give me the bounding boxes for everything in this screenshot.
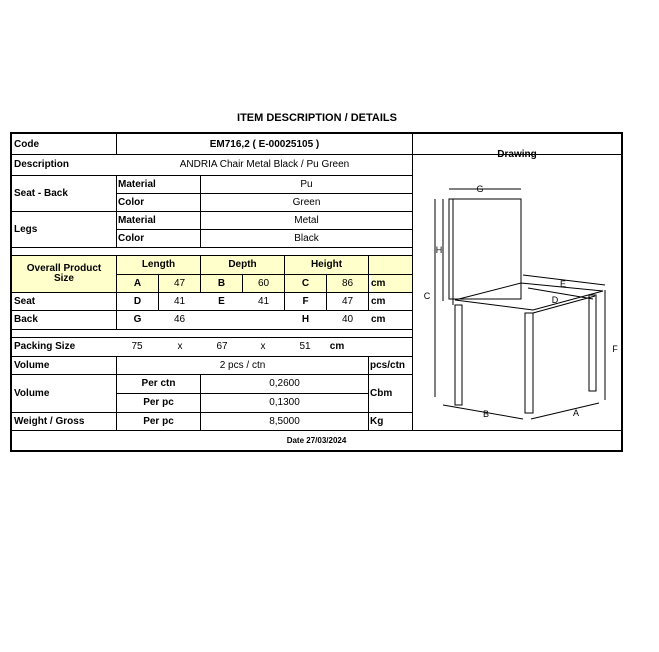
description-label: Description: [14, 159, 70, 170]
drawing-label-d: D: [551, 295, 559, 305]
seat-back-color-label: Color: [118, 196, 145, 208]
dim-a-value: 47: [159, 275, 200, 292]
back-label: Back: [14, 314, 38, 325]
chair-leg-front-left: [525, 313, 533, 413]
seat-unit: cm: [371, 295, 386, 307]
weight-unit: Kg: [370, 415, 384, 427]
packing-unit: cm: [329, 341, 345, 352]
dim-h-label: H: [301, 314, 310, 325]
overall-size-label: Overall Product Size: [12, 256, 116, 292]
drawing-label-c: C: [423, 291, 431, 301]
volume-pcs-label: Volume: [14, 359, 50, 371]
dim-b-label: B: [201, 275, 242, 292]
seat-back-label: Seat - Back: [14, 187, 68, 199]
seat-back-material-label: Material: [118, 178, 156, 190]
weight-value: 8,5000: [269, 415, 300, 427]
dim-c-label: C: [285, 275, 326, 292]
description-value: ANDRIA Chair Metal Black / Pu Green: [179, 159, 350, 170]
weight-per-pc-label: Per pc: [143, 415, 174, 427]
overall-yellow-filler: [369, 256, 412, 274]
page-title: ITEM DESCRIPTION / DETAILS: [237, 112, 397, 124]
dim-e-label: E: [218, 295, 225, 307]
length-label: Length: [117, 256, 200, 274]
dim-a-label: A: [117, 275, 158, 292]
volume-per-pc-value: 0,1300: [269, 397, 300, 408]
dim-g-label: G: [133, 314, 142, 325]
drawing-label-g: G: [476, 184, 484, 194]
chair-leg-back-left: [455, 305, 462, 405]
dim-f-label: F: [302, 295, 309, 307]
depth-label: Depth: [201, 256, 284, 274]
volume-per-ctn-value: 0,2600: [269, 378, 300, 389]
volume-per-pc-label: Per pc: [143, 397, 174, 408]
packing-width: 67: [216, 341, 228, 352]
code-label: Code: [14, 139, 39, 150]
packing-size-label: Packing Size: [14, 341, 76, 352]
seat-back-color: Green: [292, 196, 321, 208]
date-label: Date 27/03/2024: [286, 435, 347, 445]
legs-color-label: Color: [118, 232, 145, 244]
weight-label: Weight / Gross: [14, 415, 85, 427]
volume-per-ctn-label: Per ctn: [141, 378, 176, 389]
item-details-sheet: [10, 132, 623, 452]
packing-length: 75: [131, 341, 143, 352]
legs-material: Metal: [294, 214, 319, 226]
drawing-label-e: E: [559, 279, 567, 289]
dim-f-value: 47: [341, 295, 354, 307]
dim-d-value: 41: [173, 295, 186, 307]
drawing-label-h: H: [435, 245, 443, 255]
legs-label: Legs: [14, 223, 38, 235]
height-label: Height: [285, 256, 368, 274]
dim-c-value: 86: [327, 275, 368, 292]
legs-color: Black: [294, 232, 319, 244]
legs-material-label: Material: [118, 214, 156, 226]
volume-cbm-unit: Cbm: [370, 387, 393, 399]
drawing-label-f: F: [612, 344, 618, 354]
dim-d-label: D: [133, 295, 142, 307]
dim-b-value: 60: [243, 275, 284, 292]
packing-x1: x: [177, 341, 183, 352]
volume-pcs-value: 2 pcs / ctn: [219, 359, 266, 371]
drawing-label: Drawing: [497, 149, 537, 160]
volume-pcs-unit: pcs/ctn: [370, 359, 406, 371]
back-unit: cm: [371, 314, 386, 325]
dim-g-value: 46: [173, 314, 186, 325]
packing-height: 51: [299, 341, 311, 352]
code-value: EM716,2 ( E-00025105 ): [209, 139, 320, 150]
volume-cbm-label: Volume: [14, 387, 50, 399]
chair-leg-front-right: [589, 295, 596, 391]
dim-e-value: 41: [257, 295, 270, 307]
seat-label: Seat: [14, 295, 36, 307]
chair-backrest: [449, 199, 521, 299]
overall-unit: cm: [371, 275, 412, 292]
chair-drawing: [413, 175, 621, 430]
packing-x2: x: [260, 341, 266, 352]
dim-h-value: 40: [341, 314, 354, 325]
drawing-label-a: A: [572, 408, 580, 418]
seat-back-material: Pu: [300, 178, 313, 190]
drawing-label-b: B: [482, 409, 490, 419]
